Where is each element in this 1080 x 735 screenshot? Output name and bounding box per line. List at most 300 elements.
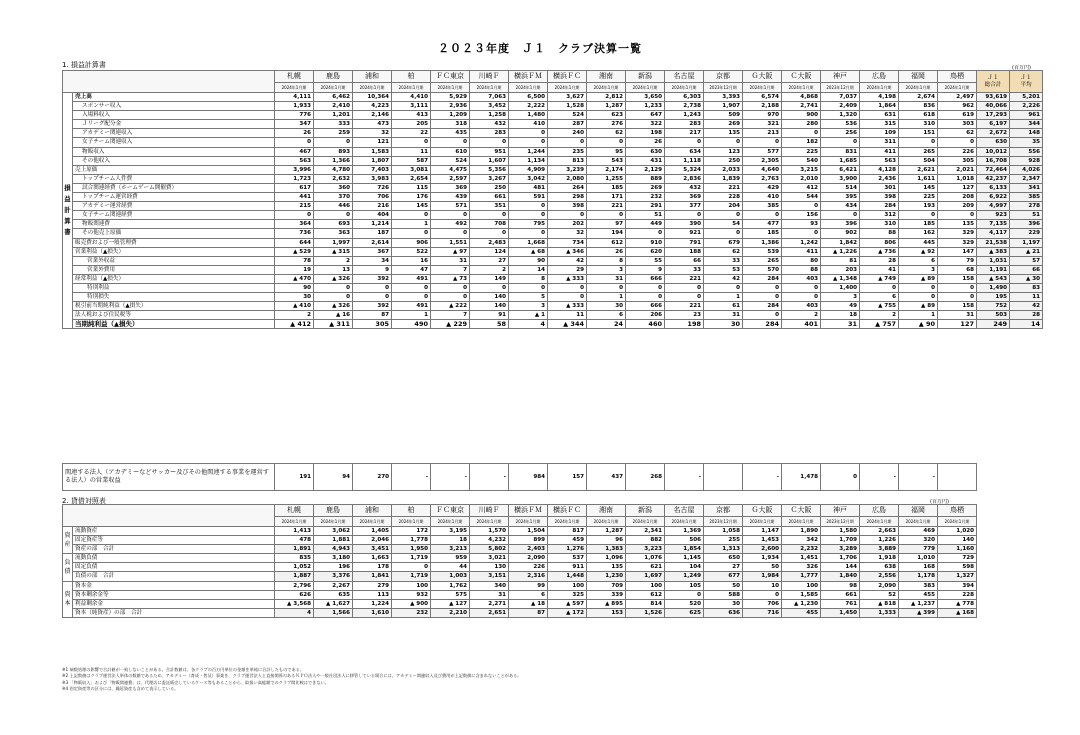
pl-team-header: 浦和 [353,71,392,83]
bs-value-cell: ▲ 168 [938,608,977,617]
pl-value-cell: 0 [314,138,353,147]
pl-value-cell: 276 [587,120,626,129]
pl-value-cell: 303 [938,120,977,129]
affiliated-value-cell: - [470,464,509,491]
pl-value-cell: 3,267 [470,174,509,183]
pl-value-cell: ▲ 344 [548,320,587,329]
bs-team-header: ＦＣ東京 [431,505,470,517]
pl-value-cell: 16 [392,256,431,265]
pl-value-cell: 0 [743,211,782,220]
pl-fiscal-period: 2024年1月期 [938,83,977,93]
bs-section-title: 2. 貸借対照表 [62,497,106,505]
pl-value-cell: 2,436 [860,174,899,183]
bs-value-cell: 5,802 [470,545,509,554]
pl-value-cell: 66 [665,256,704,265]
pl-value-cell: 514 [821,183,860,192]
pl-value-cell: 2,010 [782,174,821,183]
pl-value-cell: 962 [938,102,977,111]
pl-value-cell: 209 [938,202,977,211]
pl-value-cell: 1,480 [509,111,548,120]
pl-value-cell: ▲ 73 [431,274,470,283]
pl-value-cell: 2,632 [314,174,353,183]
pl-value-cell: 4,117 [977,229,1010,238]
bs-value-cell: 1,887 [275,572,314,581]
bs-value-cell: 326 [782,563,821,572]
pl-value-cell: 2 [314,256,353,265]
bs-value-cell: 87 [509,608,548,617]
pl-value-cell: 435 [431,129,470,138]
pl-value-cell: ▲ 90 [899,320,938,329]
affiliated-row [63,464,977,491]
pl-value-cell: 3 [587,265,626,274]
pl-value-cell: 30 [587,302,626,311]
pl-row [63,220,1043,229]
pl-value-cell: 369 [665,193,704,202]
pl-value-cell: 13 [314,265,353,274]
pl-value-cell: ▲ 68 [509,247,548,256]
affiliated-value-cell: 191 [275,464,314,491]
bs-team-header: 福岡 [899,505,938,517]
pl-value-cell: 0 [275,211,314,220]
bs-value-cell: 1,333 [860,608,899,617]
pl-value-cell: ▲ 97 [431,247,470,256]
pl-value-cell: ▲ 543 [977,274,1010,283]
pl-value-cell: 259 [314,129,353,138]
pl-value-cell: 93,619 [977,93,1010,102]
bs-value-cell: 168 [899,563,938,572]
pl-row [63,193,1043,202]
pl-value-cell: 225 [782,147,821,156]
pl-value-cell: 0 [392,293,431,302]
pl-row [63,102,1043,111]
pl-value-cell: 0 [431,229,470,238]
pl-value-cell: 0 [548,293,587,302]
pl-value-cell: 221 [665,302,704,311]
bs-value-cell: 814 [626,599,665,608]
affiliated-value-cell: 157 [548,464,587,491]
pl-value-cell: 33 [704,256,743,265]
pl-value-cell: 441 [275,193,314,202]
pl-value-cell: 1 [587,293,626,302]
bs-fiscal-period: 2023年12月期 [821,517,860,527]
pl-value-cell: 9 [626,265,665,274]
pl-value-cell: ▲ 222 [431,302,470,311]
pl-value-cell: 2,674 [899,93,938,102]
bs-value-cell: 2,046 [353,536,392,545]
pl-value-cell: 88 [782,265,821,274]
bs-value-cell: 30 [704,599,743,608]
bs-value-cell: ▲ 399 [899,608,938,617]
pl-value-cell: 10,012 [977,147,1010,156]
bs-value-cell: 478 [275,536,314,545]
pl-team-header: 川崎Ｆ [470,71,509,83]
pl-value-cell: ▲ 529 [275,247,314,256]
pl-row-label: 売上原価 [73,165,275,174]
bs-value-cell: 140 [938,536,977,545]
pl-value-cell: ▲ 333 [548,302,587,311]
affiliated-value-cell: - [392,464,431,491]
pl-value-cell: 1,583 [353,147,392,156]
pl-value-cell: 7,037 [821,93,860,102]
bs-value-cell: 2,210 [431,608,470,617]
bs-value-cell: 50 [743,563,782,572]
pl-value-cell: 140 [470,293,509,302]
pl-value-cell: 228 [704,193,743,202]
bs-total-label: 資本（純資産）の部 合計 [73,608,275,617]
pl-value-cell: 693 [314,220,353,229]
pl-value-cell: 970 [743,111,782,120]
pl-value-cell: 79 [938,256,977,265]
bs-fiscal-period: 2024年1月期 [353,517,392,527]
pl-value-cell: 2 [782,311,821,320]
pl-value-cell: 1,287 [587,102,626,111]
pl-value-cell: 351 [470,202,509,211]
pl-row-label: アカデミー関連収入 [73,129,275,138]
pl-value-cell: 61 [704,302,743,311]
bs-value-cell: 1,010 [899,554,938,563]
pl-value-cell: 215 [275,202,314,211]
pl-value-cell: 836 [899,102,938,111]
pl-value-cell: 0 [899,293,938,302]
pl-team-header: Ｃ大阪 [782,71,821,83]
pl-value-cell: 0 [938,211,977,220]
pl-row-label: 当期純利益（▲損失） [73,320,275,329]
pl-value-cell: 3,650 [626,93,665,102]
bs-fiscal-period: 2024年1月期 [392,517,431,527]
bs-value-cell: 0 [392,563,431,572]
pl-value-cell: 392 [353,302,392,311]
bs-value-cell: 1,058 [704,527,743,536]
pl-value-cell: 62 [587,129,626,138]
pl-value-cell: 145 [392,202,431,211]
bs-team-header: 横浜ＦＣ [548,505,587,517]
bs-row [63,590,977,599]
pl-value-cell: 58 [470,320,509,329]
pl-value-cell: 4,780 [314,165,353,174]
pl-value-cell: 477 [743,220,782,229]
bs-value-cell: 761 [821,599,860,608]
bs-group-label: 資 産 [63,527,73,554]
pl-value-cell: 2,741 [782,102,821,111]
pl-value-cell: 0 [704,229,743,238]
pl-team-header: 広島 [860,71,899,83]
pl-value-cell: 0 [431,283,470,292]
pl-value-cell: 439 [431,193,470,202]
bs-value-cell: 44 [431,563,470,572]
pl-value-cell: 661 [470,193,509,202]
pl-fiscal-period: 2024年1月期 [743,83,782,93]
pl-value-cell: 522 [392,247,431,256]
pl-value-cell: 587 [392,156,431,165]
bs-value-cell: 3,451 [353,545,392,554]
bs-value-cell: 716 [743,608,782,617]
affiliated-value-cell: - [743,464,782,491]
pl-value-cell: 195 [977,293,1010,302]
affiliated-value-cell: - [899,464,938,491]
bs-value-cell: 1,570 [470,527,509,536]
pl-value-cell: 145 [899,183,938,192]
pl-value-cell: 0 [509,283,548,292]
bs-total-label: 負債の部 合計 [73,572,275,581]
pl-value-cell: 900 [782,111,821,120]
pl-value-cell: 1 [392,220,431,229]
pl-value-cell: 301 [860,183,899,192]
bs-team-header: 広島 [860,505,899,517]
pl-value-cell: 269 [704,120,743,129]
affiliated-value-cell [938,464,977,491]
bs-team-header: 京都 [704,505,743,517]
pl-row-label: 販売費および一般管理費 [73,238,275,247]
pl-value-cell: 893 [314,147,353,156]
pl-value-cell: 4,410 [392,93,431,102]
pl-value-cell: 140 [470,302,509,311]
pl-value-cell: 5,324 [665,165,704,174]
bs-value-cell: 1,096 [587,554,626,563]
pl-value-cell: 791 [665,238,704,247]
pl-value-cell: 3,393 [704,93,743,102]
pl-value-cell: 205 [392,120,431,129]
pl-value-cell: ▲ 1,226 [821,247,860,256]
bs-value-cell: 1,405 [353,527,392,536]
bs-value-cell: 98 [821,581,860,590]
bs-value-cell: 1,226 [860,536,899,545]
bs-fiscal-period: 2024年1月期 [431,517,470,527]
pl-value-cell: 413 [392,111,431,120]
pl-value-cell: 0 [509,129,548,138]
bs-team-header: Ｇ大阪 [743,505,782,517]
pl-fiscal-period: 2023年12月期 [821,83,860,93]
pl-fiscal-period: 2024年1月期 [275,83,314,93]
pl-value-cell: 556 [1010,147,1043,156]
pl-value-cell: 53 [704,265,743,274]
pl-value-cell: 321 [743,120,782,129]
pl-value-cell: 217 [665,129,704,138]
pl-value-cell: 2,222 [509,102,548,111]
pl-value-cell: 647 [626,111,665,120]
pl-value-cell: 264 [548,183,587,192]
pl-value-cell: 776 [275,111,314,120]
bs-value-cell: 1,526 [626,608,665,617]
pl-value-cell: 1,244 [509,147,548,156]
pl-value-cell: 0 [899,138,938,147]
pl-value-cell: 0 [353,283,392,292]
pl-value-cell: 612 [587,238,626,247]
pl-value-cell: 467 [275,147,314,156]
pl-value-cell: 8 [587,256,626,265]
pl-value-cell: 446 [314,202,353,211]
bs-value-cell: 1,383 [587,545,626,554]
pl-row [63,274,1043,283]
pl-value-cell: 3,239 [548,165,587,174]
pl-value-cell: 1,842 [821,238,860,247]
affiliated-revenue-table [62,463,977,491]
pl-value-cell: 410 [509,120,548,129]
bs-value-cell: 1,276 [548,545,587,554]
pl-value-cell: 1,839 [704,174,743,183]
pl-row [63,247,1043,256]
pl-value-cell: 10,364 [353,93,392,102]
pl-value-cell: 445 [899,238,938,247]
pl-value-cell: 0 [743,311,782,320]
pl-value-cell: 1,386 [743,238,782,247]
pl-value-cell: 2,597 [431,174,470,183]
bs-value-cell: 1,327 [938,572,977,581]
pl-row [63,293,1043,302]
pl-value-cell: 623 [587,111,626,120]
pl-value-cell: 0 [782,229,821,238]
pl-fiscal-period: 2024年1月期 [392,83,431,93]
bs-value-cell: ▲ 127 [431,599,470,608]
pl-value-cell: 83 [1010,283,1043,292]
bs-value-cell: 3,180 [314,554,353,563]
pl-value-cell: 360 [314,183,353,192]
pl-team-header: 柏 [392,71,431,83]
pl-value-cell: 6,421 [821,165,860,174]
bs-value-cell: 2,556 [860,572,899,581]
pl-fiscal-period: 2024年1月期 [860,83,899,93]
pl-value-cell: 4,997 [977,202,1010,211]
pl-value-cell: ▲ 1,348 [821,274,860,283]
pl-value-cell: 2,812 [587,93,626,102]
pl-value-cell: 666 [626,302,665,311]
bs-value-cell: 232 [392,608,431,617]
pl-value-cell: 305 [353,320,392,329]
pl-value-cell: 0 [782,202,821,211]
pl-value-cell: 312 [860,211,899,220]
pl-value-cell: 2,188 [743,102,782,111]
pl-value-cell: 265 [743,256,782,265]
pl-value-cell: 6,574 [743,93,782,102]
pl-value-cell: 51 [626,211,665,220]
pl-value-cell: 563 [860,156,899,165]
pl-value-cell: 3,996 [275,165,314,174]
pl-value-cell: 0 [392,138,431,147]
pl-value-cell: 634 [665,147,704,156]
bs-row [63,599,977,608]
pl-value-cell: 396 [821,220,860,229]
pl-value-cell: 2,409 [821,102,860,111]
bs-value-cell: 52 [860,590,899,599]
pl-value-cell: 369 [431,183,470,192]
pl-value-cell: 3,081 [392,165,431,174]
bs-value-cell: ▲ 818 [860,599,899,608]
pl-value-cell: 26 [626,138,665,147]
pl-value-cell: 33 [665,265,704,274]
pl-value-cell: 0 [587,283,626,292]
pl-value-cell: 291 [626,202,665,211]
bs-value-cell: 625 [665,608,704,617]
pl-row-label: 税引前当期純利益（▲損失） [73,302,275,311]
bs-value-cell: 588 [704,590,743,599]
pl-value-cell: 28 [860,256,899,265]
bs-value-cell: 3,213 [431,545,470,554]
pl-value-cell: 0 [509,211,548,220]
pl-value-cell: 1,997 [314,238,353,247]
bs-value-cell: 2,316 [509,572,548,581]
bs-value-cell: 3,151 [470,572,509,581]
pl-value-cell: 431 [626,156,665,165]
pl-value-cell: 0 [665,211,704,220]
bs-value-cell: 104 [665,563,704,572]
pl-value-cell: 8 [509,274,548,283]
bs-fiscal-period: 2023年12月期 [704,517,743,527]
pl-value-cell: 7,403 [353,165,392,174]
pl-value-cell: 432 [470,120,509,129]
pl-value-cell: 7 [431,311,470,320]
bs-value-cell: 1,984 [743,572,782,581]
pl-value-cell: 310 [860,220,899,229]
pl-value-cell: 503 [977,311,1010,320]
pl-team-header: 神戸 [821,71,860,83]
pl-value-cell: ▲ 92 [899,247,938,256]
pl-value-cell: 240 [548,129,587,138]
pl-value-cell: 121 [353,138,392,147]
pl-value-cell: 11 [392,147,431,156]
pl-value-cell: 344 [1010,120,1043,129]
pl-value-cell: 1,031 [977,256,1010,265]
pl-value-cell: 570 [743,265,782,274]
pl-value-cell: 185 [899,220,938,229]
pl-value-cell: 249 [977,320,1010,329]
bs-value-cell: 1,697 [626,572,665,581]
bs-value-cell: 1,778 [392,536,431,545]
pl-row-label: その他収入 [73,156,275,165]
pl-row [63,93,1043,102]
pl-value-cell: 0 [665,293,704,302]
pl-value-cell: 631 [860,111,899,120]
pl-value-cell: ▲ 89 [899,302,938,311]
pl-fiscal-period: 2023年12月期 [704,83,743,93]
pl-value-cell: 80 [782,256,821,265]
pl-value-cell: 156 [782,211,821,220]
bs-value-cell: 621 [626,563,665,572]
pl-value-cell: 0 [314,211,353,220]
bs-value-cell: 50 [704,581,743,590]
pl-row-label: 物販関連費 [73,220,275,229]
pl-value-cell: 4,475 [431,165,470,174]
pl-value-cell: 726 [353,183,392,192]
bs-value-cell: 469 [899,527,938,536]
bs-row-label: 流動負債 [73,554,275,563]
bs-value-cell: 1,719 [392,572,431,581]
pl-value-cell: 0 [470,138,509,147]
pl-value-cell: 1,551 [431,238,470,247]
pl-value-cell: 88 [860,229,899,238]
pl-value-cell: 363 [314,229,353,238]
pl-value-cell: 115 [392,183,431,192]
pl-value-cell: 311 [860,138,899,147]
bs-value-cell: 1,147 [743,527,782,536]
pl-row [63,147,1043,156]
pl-value-cell: 412 [782,183,821,192]
pl-value-cell: 24 [587,320,626,329]
pl-value-cell: 617 [275,183,314,192]
bs-value-cell: 899 [509,536,548,545]
pl-value-cell: ▲ 757 [860,320,899,329]
pl-team-header: 横浜ＦＭ [509,71,548,83]
pl-value-cell: 6,922 [977,193,1010,202]
pl-value-cell: 0 [509,202,548,211]
bs-value-cell: 1,504 [509,527,548,536]
pl-row [63,138,1043,147]
pl-value-cell: 429 [743,183,782,192]
bs-value-cell: 96 [587,536,626,545]
pl-value-cell: 305 [938,156,977,165]
pl-value-cell: 6 [587,311,626,320]
affiliated-value-cell: - [860,464,899,491]
pl-value-cell: 90 [509,256,548,265]
pl-value-cell: 0 [314,283,353,292]
